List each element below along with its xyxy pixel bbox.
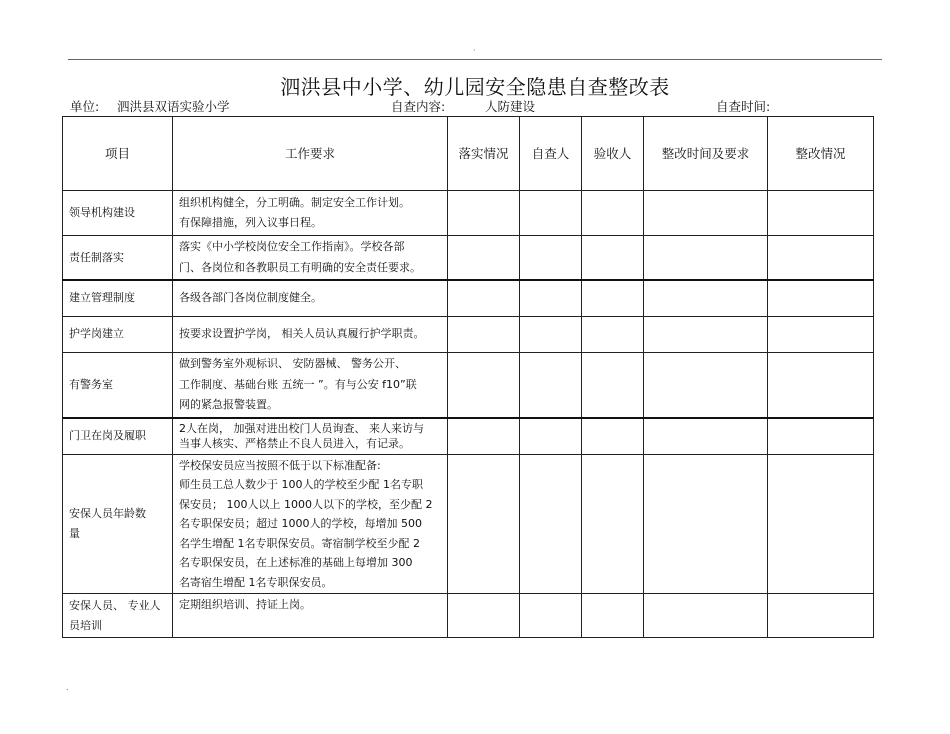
row-requirement: 2人在岗， 加强对进出校门人员询查、 来人来访与 当事人核实、严格禁止不良人员进入，有记录。	[173, 418, 448, 454]
row-project: 有警务室	[63, 352, 173, 418]
table-row	[63, 191, 874, 236]
col-header-rectify-status: 整改情况	[768, 117, 874, 191]
cell-inspector[interactable]	[520, 280, 582, 316]
table-header-row	[63, 117, 874, 191]
col-header-acceptor: 验收人	[582, 117, 644, 191]
table-row	[63, 454, 874, 594]
cell-inspector[interactable]	[520, 236, 582, 281]
content-label: 自查内容:	[391, 99, 446, 114]
row-requirement: 按要求设置护学岗， 相关人员认真履行护学职责。	[173, 316, 448, 352]
top-dot: ·	[473, 46, 476, 55]
cell-acceptor[interactable]	[582, 280, 644, 316]
cell-acceptor[interactable]	[582, 236, 644, 281]
col-header-inspector: 自查人	[520, 117, 582, 191]
unit-label: 单位:	[70, 99, 100, 114]
row-project: 护学岗建立	[63, 316, 173, 352]
cell-inspector[interactable]	[520, 418, 582, 454]
table-row	[63, 352, 874, 418]
table-row	[63, 594, 874, 638]
row-project: 安保人员年龄数 量	[63, 454, 173, 594]
cell-rectify-time[interactable]	[644, 418, 768, 454]
cell-implementation[interactable]	[448, 352, 520, 418]
unit-value: 泗洪县双语实验小学	[117, 99, 230, 114]
cell-acceptor[interactable]	[582, 316, 644, 352]
cell-inspector[interactable]	[520, 454, 582, 594]
col-header-implementation: 落实情况	[448, 117, 520, 191]
row-requirement: 组织机构健全，分工明确。制定安全工作计划。 有保障措施，列入议事日程。	[173, 191, 448, 236]
cell-inspector[interactable]	[520, 191, 582, 236]
col-header-requirement: 工作要求	[173, 117, 448, 191]
cell-rectify-time[interactable]	[644, 316, 768, 352]
cell-implementation[interactable]	[448, 316, 520, 352]
cell-rectify-time[interactable]	[644, 454, 768, 594]
cell-implementation[interactable]	[448, 280, 520, 316]
cell-rectify-status[interactable]	[768, 594, 874, 638]
cell-implementation[interactable]	[448, 236, 520, 281]
row-project: 建立管理制度	[63, 280, 173, 316]
cell-implementation[interactable]	[448, 191, 520, 236]
time-label: 自查时间:	[716, 99, 771, 114]
page-title: 泗洪县中小学、幼儿园安全隐患自查整改表	[280, 75, 670, 99]
row-requirement: 落实《中小学校岗位安全工作指南》。学校各部 门、各岗位和各教职员工有明确的安全责任要求。	[173, 236, 448, 281]
cell-rectify-time[interactable]	[644, 352, 768, 418]
cell-acceptor[interactable]	[582, 418, 644, 454]
cell-inspector[interactable]	[520, 352, 582, 418]
cell-acceptor[interactable]	[582, 594, 644, 638]
table-row	[63, 280, 874, 316]
table-row	[63, 418, 874, 454]
cell-rectify-time[interactable]	[644, 594, 768, 638]
cell-rectify-time[interactable]	[644, 236, 768, 281]
row-project: 责任制落实	[63, 236, 173, 281]
inspection-table	[62, 116, 874, 638]
cell-implementation[interactable]	[448, 454, 520, 594]
cell-rectify-status[interactable]	[768, 418, 874, 454]
row-project: 领导机构建设	[63, 191, 173, 236]
cell-rectify-status[interactable]	[768, 352, 874, 418]
cell-acceptor[interactable]	[582, 352, 644, 418]
bottom-dot: .	[66, 683, 69, 692]
cell-rectify-status[interactable]	[768, 316, 874, 352]
header-rule	[68, 59, 882, 60]
row-requirement: 做到警务室外观标识、 安防器械、 警务公开、 工作制度、基础台账 五统一 ”。有与公安 f10”联 网的紧急报警装置。	[173, 352, 448, 418]
col-header-rectify-time: 整改时间及要求	[644, 117, 768, 191]
cell-inspector[interactable]	[520, 316, 582, 352]
content-value: 人防建设	[485, 99, 536, 114]
cell-rectify-status[interactable]	[768, 236, 874, 281]
row-project: 安保人员、 专业人 员培训	[63, 594, 173, 638]
row-requirement: 学校保安员应当按照不低于以下标准配备: 师生员工总人数少于 100人的学校至少配 1名专职 保安员； 100人以上 1000人以下的学校，至少配 2 名专职保安员；超过 1000人的学校，每增加 500 名学生增配 1名专职保安员。寄宿制学校至少配 2 名专职保安员，在上述标准的基础上每增加 300 名寄宿生增配 1名专职保安员。	[173, 454, 448, 594]
cell-acceptor[interactable]	[582, 191, 644, 236]
cell-rectify-status[interactable]	[768, 191, 874, 236]
cell-implementation[interactable]	[448, 418, 520, 454]
table-row	[63, 236, 874, 281]
table-row	[63, 316, 874, 352]
cell-rectify-time[interactable]	[644, 191, 768, 236]
row-requirement: 各级各部门各岗位制度健全。	[173, 280, 448, 316]
row-project: 门卫在岗及履职	[63, 418, 173, 454]
col-header-project: 项目	[63, 117, 173, 191]
cell-inspector[interactable]	[520, 594, 582, 638]
cell-acceptor[interactable]	[582, 454, 644, 594]
cell-rectify-status[interactable]	[768, 454, 874, 594]
cell-rectify-time[interactable]	[644, 280, 768, 316]
row-requirement: 定期组织培训、持证上岗。	[173, 594, 448, 638]
cell-rectify-status[interactable]	[768, 280, 874, 316]
cell-implementation[interactable]	[448, 594, 520, 638]
